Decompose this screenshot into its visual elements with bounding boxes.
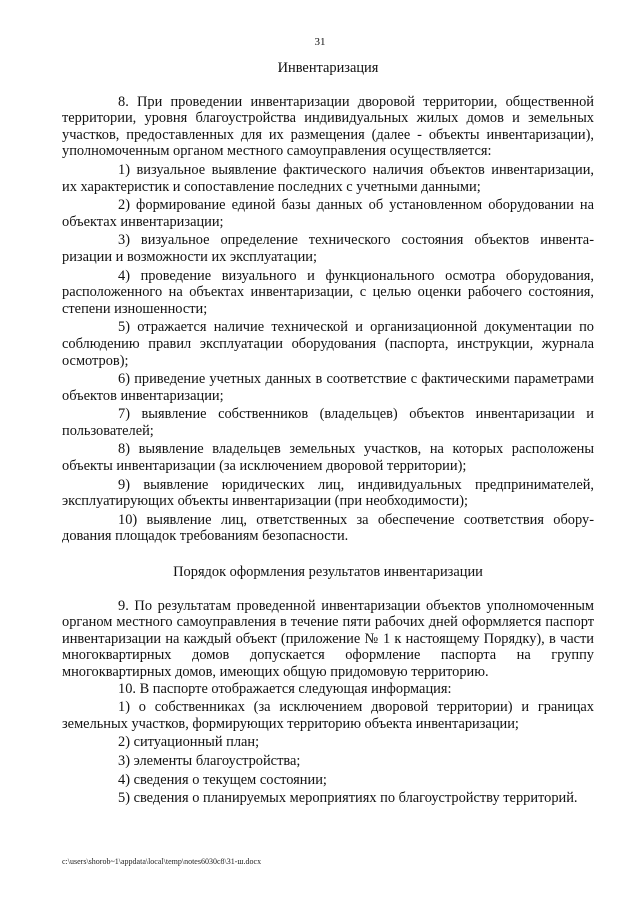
list-item: 6) приведение учетных данных в соответствие с фактическими параметрами объектов инвентаризации;: [62, 371, 594, 404]
list-item: 5) сведения о планируемых мероприятиях по благоустройству территорий.: [118, 790, 578, 807]
list-item: 1) визуальное выявление фактического наличия объектов инвентаризации, их характеристик и сопоставление последних с учетными данными;: [62, 161, 594, 195]
list-item: 5) отражается наличие технической и организационной документации по соблюдению правил эксплуатации оборудования (паспорта, инструкции, журнала осмотров);: [62, 319, 594, 369]
file-path-footer: c:\users\shorob~1\appdata\local\temp\notes6030c8\31-ш.docx: [62, 857, 262, 866]
document-body: [62, 60, 594, 807]
list-item: 1) о собственниках (за исключением дворовой территории) и границах земельных участков, формирующих территорию объекта инвентаризации;: [62, 699, 594, 732]
list-item: 4) проведение визуального и функционального осмотра оборудования, расположенного на объектах инвентаризации, с целью оценки рабочего состояния, степени изношенности;: [62, 267, 594, 317]
list-item: 10) выявление лиц, ответственных за обеспечение соответствия оборудования площадок требованиям безопасности.: [62, 511, 594, 545]
list-item: 9) выявление юридических лиц, индивидуальных предпринимателей, эксплуатирующих объекты инвентаризации (при необходимости);: [62, 476, 594, 510]
paragraph-10: 10. В паспорте отображается следующая информация:: [118, 680, 452, 697]
list-item: 7) выявление собственников (владельцев) объектов инвентаризации и пользователей;: [62, 406, 594, 439]
list-item: 2) ситуационный план;: [118, 734, 260, 751]
paragraph-8-intro: 8. При проведении инвентаризации дворовой территории, общественной территории, уровня благоустройства индивидуальных жилых домов и земельных участков, предоставленных для их размещения (далее - объекты инвентаризации), уполномоченным органом местного самоуправления осуществляется:: [62, 93, 594, 160]
list-item: 3) визуальное определение технического состояния объектов инвентаризации и возможности их эксплуатации;: [62, 232, 594, 265]
section-title-inventory: Инвентаризация: [277, 60, 379, 76]
list-item: 4) сведения о текущем состоянии;: [118, 771, 327, 788]
list-item: 8) выявление владельцев земельных участков, на которых расположены объекты инвентаризации (за исключением дворовой территории);: [62, 441, 594, 475]
list-item: 2) формирование единой базы данных об установленном оборудовании на объектах инвентаризации;: [62, 197, 594, 230]
section-title-results: Порядок оформления результатов инвентаризации: [173, 564, 483, 581]
paragraph-9: 9. По результатам проведенной инвентаризации объектов уполномоченным органом местного самоуправления в течение пяти рабочих дней оформляется паспорт инвентаризации на каждый объект (приложение № 1 к настоящему Порядку), в части многоквартирных домов допускается оформление паспорта на группу многоквартирных домов, имеющих общую придомовую территорию.: [62, 597, 594, 680]
list-item: 3) элементы благоустройства;: [118, 752, 301, 769]
page-number: 31: [314, 36, 326, 48]
